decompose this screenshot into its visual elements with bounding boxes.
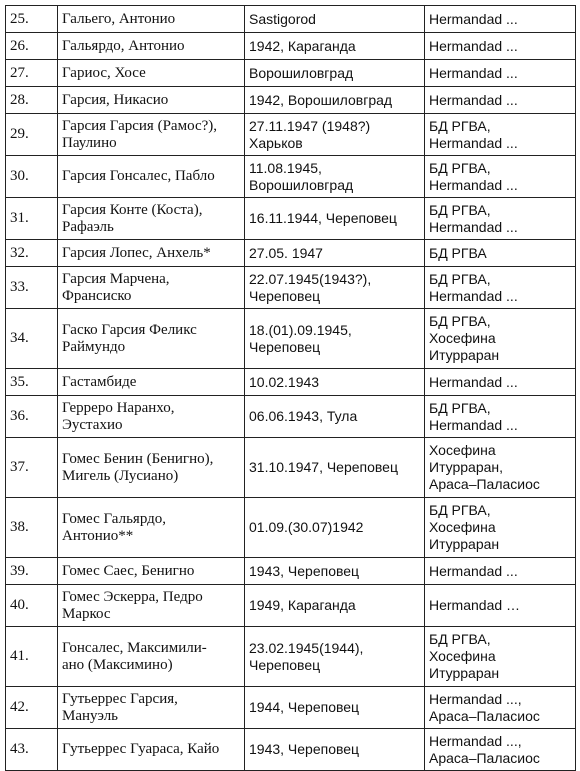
source: Hermandad ...	[425, 33, 576, 60]
row-number: 36.	[6, 396, 58, 438]
death-date-place: 22.07.1945(1943?), Череповец	[245, 267, 425, 309]
row-number: 38.	[6, 498, 58, 558]
death-date-place: 01.09.(30.07)1942	[245, 498, 425, 558]
person-name: Гастамбиде	[58, 369, 245, 396]
death-date-place: 11.08.1945, Ворошиловград	[245, 156, 425, 198]
row-number: 26.	[6, 33, 58, 60]
row-number: 27.	[6, 60, 58, 87]
person-name: Гарсия Гарсия (Рамос?), Паулино	[58, 114, 245, 156]
death-date-place: 1943, Череповец	[245, 558, 425, 585]
table-row	[6, 198, 576, 240]
death-date-place: 16.11.1944, Череповец	[245, 198, 425, 240]
table-row	[6, 369, 576, 396]
death-date-place: 1943, Череповец	[245, 729, 425, 771]
source: БД РГВА, Хосефина Итурраран	[425, 309, 576, 369]
table-row	[6, 498, 576, 558]
source: Hermandad ...	[425, 369, 576, 396]
person-name: Гальярдо, Антонио	[58, 33, 245, 60]
person-name: Гутьеррес Гарсия, Мануэль	[58, 687, 245, 729]
person-table	[5, 5, 576, 771]
person-name: Гомес Гальярдо, Антонио**	[58, 498, 245, 558]
table-row	[6, 60, 576, 87]
death-date-place: 1942, Караганда	[245, 33, 425, 60]
table-row	[6, 6, 576, 33]
death-date-place: 1949, Караганда	[245, 585, 425, 627]
source: Hermandad ..., Араса–Паласиос	[425, 687, 576, 729]
person-name: Гарсия Марчена, Франсиско	[58, 267, 245, 309]
source: БД РГВА, Хосефина Итурраран	[425, 498, 576, 558]
row-number: 37.	[6, 438, 58, 498]
table-row	[6, 114, 576, 156]
table-row	[6, 438, 576, 498]
table-row	[6, 156, 576, 198]
source: БД РГВА, Hermandad ...	[425, 114, 576, 156]
row-number: 28.	[6, 87, 58, 114]
person-name: Гонсалес, Максимили- ано (Максимино)	[58, 627, 245, 687]
table-row	[6, 627, 576, 687]
death-date-place: 31.10.1947, Череповец	[245, 438, 425, 498]
table-row	[6, 585, 576, 627]
person-name: Гомес Саес, Бенигно	[58, 558, 245, 585]
table-row	[6, 267, 576, 309]
row-number: 35.	[6, 369, 58, 396]
row-number: 42.	[6, 687, 58, 729]
row-number: 39.	[6, 558, 58, 585]
source: БД РГВА, Хосефина Итурраран	[425, 627, 576, 687]
table-row	[6, 240, 576, 267]
source: БД РГВА, Hermandad ...	[425, 267, 576, 309]
death-date-place: 23.02.1945(1944), Череповец	[245, 627, 425, 687]
person-name: Гомес Эскерра, Педро Маркос	[58, 585, 245, 627]
source: Хосефина Итурраран, Араса–Паласиос	[425, 438, 576, 498]
row-number: 25.	[6, 6, 58, 33]
row-number: 41.	[6, 627, 58, 687]
table-row	[6, 558, 576, 585]
source: БД РГВА, Hermandad ...	[425, 396, 576, 438]
death-date-place: Ворошиловград	[245, 60, 425, 87]
row-number: 31.	[6, 198, 58, 240]
death-date-place: 10.02.1943	[245, 369, 425, 396]
death-date-place: 18.(01).09.1945, Череповец	[245, 309, 425, 369]
table-row	[6, 33, 576, 60]
person-name: Гутьеррес Гуараса, Кайо	[58, 729, 245, 771]
death-date-place: 06.06.1943, Тула	[245, 396, 425, 438]
source: БД РГВА	[425, 240, 576, 267]
source: Hermandad ...	[425, 60, 576, 87]
person-name: Гариос, Хосе	[58, 60, 245, 87]
source: Hermandad ...	[425, 558, 576, 585]
source: БД РГВА, Hermandad ...	[425, 156, 576, 198]
person-name: Гарсия, Никасио	[58, 87, 245, 114]
row-number: 40.	[6, 585, 58, 627]
table-row	[6, 687, 576, 729]
row-number: 43.	[6, 729, 58, 771]
row-number: 29.	[6, 114, 58, 156]
death-date-place: 27.05. 1947	[245, 240, 425, 267]
table-row	[6, 309, 576, 369]
person-name: Гарсия Лопес, Анхель*	[58, 240, 245, 267]
row-number: 34.	[6, 309, 58, 369]
table-row	[6, 396, 576, 438]
source: Hermandad ...	[425, 6, 576, 33]
person-name: Герреро Наранхо, Эустахио	[58, 396, 245, 438]
row-number: 33.	[6, 267, 58, 309]
source: БД РГВА, Hermandad ...	[425, 198, 576, 240]
table-row	[6, 87, 576, 114]
person-name: Гальего, Антонио	[58, 6, 245, 33]
person-name: Гомес Бенин (Бенигно), Мигель (Лусиано)	[58, 438, 245, 498]
person-name: Гарсия Гонсалес, Пабло	[58, 156, 245, 198]
row-number: 32.	[6, 240, 58, 267]
row-number: 30.	[6, 156, 58, 198]
death-date-place: Sastigorod	[245, 6, 425, 33]
table-row	[6, 729, 576, 771]
death-date-place: 27.11.1947 (1948?) Харьков	[245, 114, 425, 156]
death-date-place: 1942, Ворошиловград	[245, 87, 425, 114]
source: Hermandad …	[425, 585, 576, 627]
person-name: Гаско Гарсия Феликс Раймундо	[58, 309, 245, 369]
source: Hermandad ..., Араса–Паласиос	[425, 729, 576, 771]
person-name: Гарсия Конте (Коста), Рафаэль	[58, 198, 245, 240]
source: Hermandad ...	[425, 87, 576, 114]
death-date-place: 1944, Череповец	[245, 687, 425, 729]
